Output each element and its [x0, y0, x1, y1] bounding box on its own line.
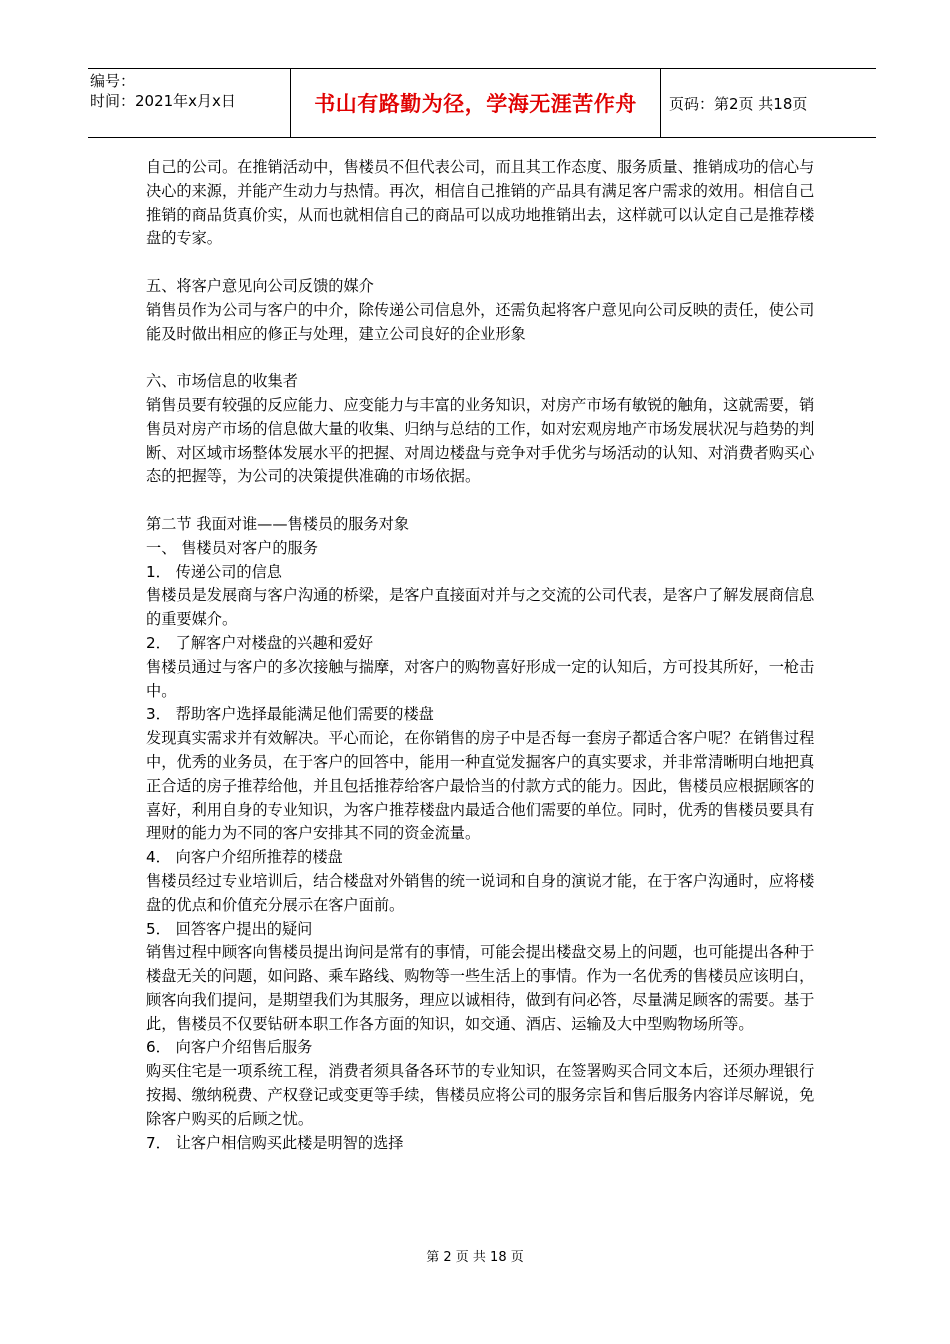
header-motto-cell: [290, 69, 661, 137]
page-header: [88, 68, 876, 138]
time-label: 时间：2021年x月x日: [90, 92, 236, 110]
paragraph: 购买住宅是一项系统工程，消费者须具备各环节的专业知识，在签署购买合同文本后，还须办理银行按揭、缴纳税费、产权登记或变更等手续，售楼员应将公司的服务宗旨和售后服务内容详尽解说，免除客户购买的后顾之忧。: [146, 1062, 815, 1128]
paragraph: 销售员要有较强的反应能力、应变能力与丰富的业务知识，对房产市场有敏锐的触角，这就需要，销售员对房产市场的信息做大量的收集、归纳与总结的工作，如对宏观房地产市场发展状况与趋势的判断、对区域市场整体发展水平的把握、对周边楼盘与竞争对手优劣与场活动的认知、对消费者购买心态的把握等，为公司的决策提供准确的市场依据。: [146, 395, 815, 486]
blank-line: [146, 489, 822, 513]
header-meta: [88, 69, 290, 137]
page-footer: [0, 1246, 950, 1265]
section-heading: 五、将客户意见向公司反馈的媒介: [146, 276, 374, 295]
code-label: 编号：: [90, 72, 136, 90]
paragraph: 自己的公司。在推销活动中，售楼员不但代表公司，而且其工作态度、服务质量、推销成功的信心与决心的来源，并能产生动力与热情。再次，相信自己推销的产品具有满足客户需求的效用。相信自己推销的商品货真价实，从而也就相信自己的商品可以成功地推销出去，这样就可以认定自己是推荐楼盘的专家。: [146, 158, 815, 248]
section-heading: 六、市场信息的收集者: [146, 372, 298, 391]
paragraph: 售楼员是发展商与客户沟通的桥梁，是客户直接面对并与之交流的公司代表，是客户了解发展商信息的重要媒介。: [146, 586, 815, 629]
document-body: [146, 156, 822, 1155]
item-heading: 7． 让客户相信购买此楼是明智的选择: [146, 1133, 404, 1152]
item-heading: 6． 向客户介绍售后服务: [146, 1038, 313, 1057]
blank-line: [146, 251, 822, 275]
footer-page-number: 第 2 页 共 18 页: [426, 1250, 524, 1265]
paragraph: 售楼员经过专业培训后，结合楼盘对外销售的统一说词和自身的演说才能，在于客户沟通时，应将楼盘的优点和价值充分展示在客户面前。: [146, 871, 815, 914]
paragraph: 销售员作为公司与客户的中介，除传递公司信息外，还需负起将客户意见向公司反映的责任，使公司能及时做出相应的修正与处理，建立公司良好的企业形象: [146, 300, 815, 343]
paragraph: 售楼员通过与客户的多次接触与揣摩，对客户的购物喜好形成一定的认知后，方可投其所好，一枪击中。: [146, 657, 815, 700]
item-heading: 5． 回答客户提出的疑问: [146, 919, 313, 938]
blank-line: [146, 346, 822, 370]
item-heading: 1． 传递公司的信息: [146, 562, 282, 581]
header-page-cell: [661, 69, 876, 137]
header-motto: 书山有路勤为径，学海无涯苦作舟: [314, 92, 637, 116]
section-heading: 一、 售楼员对客户的服务: [146, 538, 318, 557]
item-heading: 4． 向客户介绍所推荐的楼盘: [146, 848, 343, 867]
chapter-heading: 第二节 我面对谁——售楼员的服务对象: [146, 514, 410, 533]
item-heading: 2． 了解客户对楼盘的兴趣和爱好: [146, 633, 374, 652]
header-page-label: 页码：第2页 共18页: [669, 94, 808, 113]
paragraph: 发现真实需求并有效解决。平心而论，在你销售的房子中是否每一套房子都适合客户呢？在销售过程中，优秀的业务员，在于客户的回答中，能用一种直觉发掘客户的真实要求，并非常清晰明白地把真正合适的房子推荐给他，并且包括推荐给客户最恰当的付款方式的能力。因此，售楼员应根据顾客的喜好，利用自身的专业知识，为客户推荐楼盘内最适合他们需要的单位。同时，优秀的售楼员要具有理财的能力为不同的客户安排其不同的资金流量。: [146, 729, 815, 843]
item-heading: 3． 帮助客户选择最能满足他们需要的楼盘: [146, 705, 434, 724]
paragraph: 销售过程中顾客向售楼员提出询问是常有的事情，可能会提出楼盘交易上的问题，也可能提出各种于楼盘无关的问题，如问路、乘车路线、购物等一些生活上的事情。作为一名优秀的售楼员应该明白，顾客向我们提问，是期望我们为其服务，理应以诚相待，做到有问必答，尽量满足顾客的需要。基于此，售楼员不仅要钻研本职工作各方面的知识，如交通、酒店、运输及大中型购物场所等。: [146, 943, 815, 1033]
